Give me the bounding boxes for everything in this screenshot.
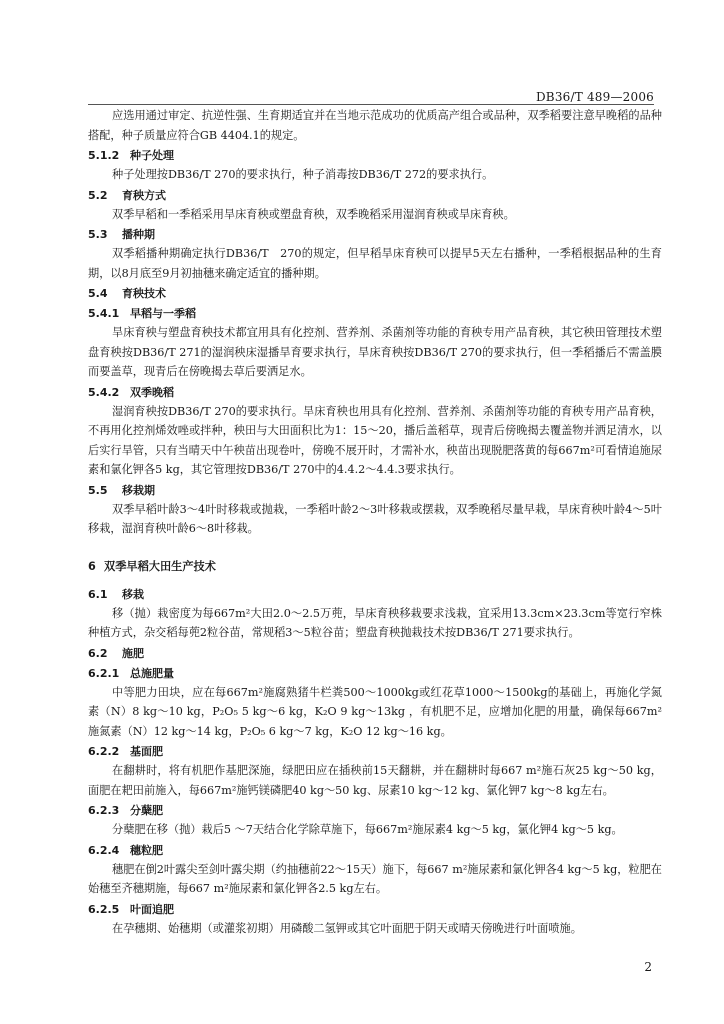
section-number: 6.2 — [88, 646, 108, 660]
section-number: 6.1 — [88, 587, 108, 601]
para-5-4-1: 旱床育秧与塑盘育秧技术都宜用具有化控剂、营养剂、杀菌剂等功能的育秧专用产品育秧，其它秧田管理技术塑盘育秧按DB36/T 271的湿润秧床湿播旱育要求执行，旱床育秧按DB36/T 270的要求执行，但一季稻播后不需盖膜而要盖草，现青后在傍晚揭去草后要洒足水。 — [88, 326, 662, 378]
section-title: 基面肥 — [130, 745, 163, 758]
section-title: 总施肥量 — [130, 666, 174, 680]
document-body — [88, 106, 662, 938]
heading-5-4-1 — [88, 304, 662, 323]
section-number: 6.2.5 — [88, 902, 120, 916]
section-number: 6.2.4 — [88, 843, 120, 857]
standard-code: DB36/T 489—2006 — [535, 90, 654, 104]
para-6-1: 移（抛）栽密度为每667m²大田2.0～2.5万蔸，旱床育秧移栽要求浅栽，宜采用13.3cm×23.3cm等宽行窄株种植方式，杂交稻每蔸2粒谷苗，常规稻3～5粒谷苗；塑盘育秧抛栽技术按DB36/T 271要求执行。 — [88, 606, 662, 639]
heading-5-3 — [88, 225, 662, 244]
section-title: 育秧技术 — [122, 287, 166, 300]
para-6-2-5: 在孕穗期、始穗期（或灌浆初期）用磷酸二氢钾或其它叶面肥于阴天或晴天傍晚进行叶面喷施。 — [112, 921, 582, 935]
heading-5-4 — [88, 284, 662, 303]
section-number: 5.4.2 — [88, 385, 120, 399]
para-6-2-2: 在翻耕时，将有机肥作基肥深施，绿肥田应在插秧前15天翻耕，并在翻耕时每667 m²施石灰25 kg～50 kg，面肥在耙田前施入，每667m²施钙镁磷肥40 kg～50 kg、尿素10 kg～12 kg、氯化钾7 kg～8 kg左右。 — [88, 764, 662, 797]
section-title: 施肥 — [122, 646, 144, 660]
para-5-3: 双季稻播种期确定执行DB36/T 270的规定，但早稻旱床育秧可以提早5天左右播种，一季稻根据品种的生育期，以8月底至9月初抽穗来确定适宜的播种期。 — [88, 247, 662, 280]
section-number: 5.2 — [88, 188, 108, 202]
section-title: 叶面追肥 — [130, 902, 174, 916]
section-title: 分蘖肥 — [130, 804, 163, 817]
heading-6-2-2 — [88, 742, 662, 761]
intro-paragraph: 应选用通过审定、抗逆性强、生育期适宜并在当地示范成功的优质高产组合或品种，双季稻要注意早晚稻的品种搭配，种子质量应符合GB 4404.1的规定。 — [88, 109, 662, 142]
section-title: 移栽期 — [122, 483, 155, 497]
heading-6-2-4 — [88, 841, 662, 860]
para-5-1-2: 种子处理按DB36/T 270的要求执行，种子消毒按DB36/T 272的要求执行。 — [112, 168, 494, 181]
chapter-number: 6 — [88, 559, 96, 573]
chapter-title: 双季早稻大田生产技术 — [104, 559, 216, 573]
section-title: 早稻与一季稻 — [130, 307, 196, 320]
heading-5-2 — [88, 186, 662, 205]
section-title: 种子处理 — [130, 149, 174, 162]
section-number: 6.2.3 — [88, 804, 120, 817]
heading-6-2-3 — [88, 801, 662, 820]
heading-5-1-2 — [88, 146, 662, 165]
heading-6-2 — [88, 644, 662, 663]
section-number: 5.3 — [88, 228, 108, 241]
section-number: 5.4.1 — [88, 307, 120, 320]
section-title: 育秧方式 — [122, 188, 166, 202]
para-5-2: 双季早稻和一季稻采用旱床育秧或塑盘育秧，双季晚稻采用湿润育秧或旱床育秧。 — [112, 207, 515, 221]
para-5-5: 双季早稻叶龄3～4叶时移栽或抛栽，一季稻叶龄2～3叶移栽或摆栽，双季晚稻尽量早栽，旱床育秧叶龄4～5叶移栽，湿润育秧叶龄6～8叶移栽。 — [88, 502, 662, 535]
section-number: 6.2.2 — [88, 745, 120, 758]
section-title: 双季晚稻 — [130, 385, 174, 399]
heading-6-2-1 — [88, 664, 662, 683]
para-5-4-2: 湿润育秧按DB36/T 270的要求执行。旱床育秧也用具有化控剂、营养剂、杀菌剂等功能的育秧专用产品育秧，不再用化控剂烯效唑或拌种，秧田与大田面积比为1：15～20，播后盖稻草，现青后傍晚揭去覆盖物并洒足清水，以后实行旱管，只有当晴天中午秧苗出现卷叶，傍晚不展开时，才需补水，秧苗出现脱肥落黄的每667m²可看情追施尿素和氯化钾各5 kg，其它管理按DB36/T 270中的4.4.2～4.4.3要求执行。 — [88, 404, 662, 476]
para-6-2-1: 中等肥力田块，应在每667m²施腐熟猪牛栏粪500～1000kg或红花草1000～1500kg的基础上，再施化学氮素（N）8 kg～10 kg，P₂O₅ 5 kg～6 kg，K₂O 9 kg～13kg ，有机肥不足，应增加化肥的用量，确保每667m²施氮素（N）12 kg～14 kg，P₂O₅ 6 kg～7 kg，K₂O 12 kg～16 kg。 — [88, 685, 662, 738]
section-number: 5.4 — [88, 287, 108, 300]
heading-6-2-5 — [88, 900, 662, 919]
heading-5-4-2 — [88, 383, 662, 402]
header-rule — [88, 104, 654, 105]
heading-5-5 — [88, 481, 662, 500]
page-number: 2 — [644, 960, 652, 974]
chapter-6-heading — [88, 557, 662, 577]
heading-6-1 — [88, 585, 662, 604]
section-number: 5.5 — [88, 483, 108, 497]
section-title: 播种期 — [122, 228, 155, 241]
section-number: 5.1.2 — [88, 149, 120, 162]
para-6-2-4: 穗肥在倒2叶露尖至剑叶露尖期（约抽穗前22～15天）施下，每667 m²施尿素和氯化钾各4 kg～5 kg，粒肥在始穗至齐穗期施，每667 m²施尿素和氯化钾各2.5 kg左右。 — [88, 862, 662, 895]
section-title: 穗粒肥 — [130, 843, 163, 857]
section-title: 移栽 — [122, 587, 144, 601]
section-number: 6.2.1 — [88, 666, 120, 680]
para-6-2-3: 分蘖肥在移（抛）栽后5 ～7天结合化学除草施下，每667m²施尿素4 kg～5 kg，氯化钾4 kg～5 kg。 — [112, 823, 623, 836]
